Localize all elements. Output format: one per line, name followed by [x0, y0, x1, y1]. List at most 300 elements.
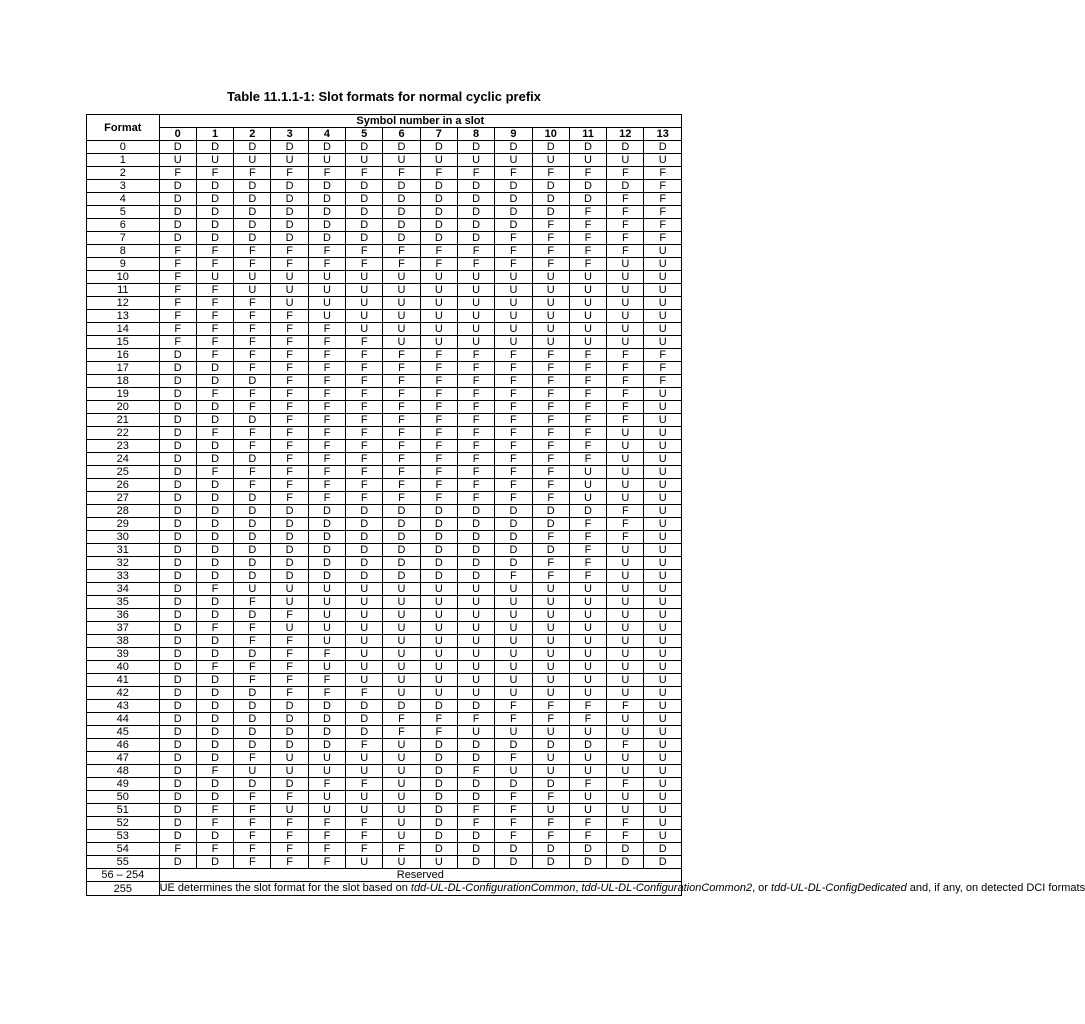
symbol-cell: D: [346, 232, 383, 245]
symbol-cell: D: [495, 531, 532, 544]
symbol-cell: F: [495, 570, 532, 583]
symbol-cell: F: [495, 401, 532, 414]
symbol-cell: D: [420, 739, 457, 752]
symbol-cell: D: [308, 193, 345, 206]
symbol-cell: F: [196, 284, 233, 297]
symbol-cell: F: [308, 453, 345, 466]
symbol-cell: U: [308, 804, 345, 817]
symbol-cell: D: [532, 518, 569, 531]
symbol-cell: U: [383, 284, 420, 297]
symbol-cell: D: [308, 700, 345, 713]
symbol-cell: D: [495, 856, 532, 869]
symbol-cell: U: [383, 635, 420, 648]
symbol-cell: F: [495, 817, 532, 830]
symbol-cell: D: [346, 531, 383, 544]
symbol-cell: D: [234, 687, 271, 700]
symbol-cell: D: [420, 765, 457, 778]
symbol-cell: F: [159, 297, 196, 310]
symbol-cell: U: [308, 310, 345, 323]
symbol-cell: F: [383, 388, 420, 401]
symbol-cell: D: [159, 609, 196, 622]
table-row: [87, 245, 682, 258]
symbol-cell: U: [383, 752, 420, 765]
symbol-cell: D: [234, 739, 271, 752]
symbol-cell: D: [383, 219, 420, 232]
symbol-cell: F: [532, 258, 569, 271]
symbol-cell: U: [607, 336, 644, 349]
symbol-cell: D: [495, 518, 532, 531]
symbol-cell: D: [383, 180, 420, 193]
symbol-cell: F: [271, 674, 308, 687]
symbol-cell: D: [271, 232, 308, 245]
symbol-cell: D: [159, 622, 196, 635]
symbol-cell: F: [308, 843, 345, 856]
table-row: [87, 388, 682, 401]
format-cell: 47: [87, 752, 160, 765]
format-cell: 24: [87, 453, 160, 466]
symbol-cell: F: [420, 492, 457, 505]
format-cell: 9: [87, 258, 160, 271]
symbol-cell: U: [569, 661, 606, 674]
symbol-cell: D: [457, 752, 494, 765]
symbol-cell: F: [495, 700, 532, 713]
symbol-cell: U: [308, 154, 345, 167]
symbol-cell: U: [383, 323, 420, 336]
symbol-cell: U: [569, 609, 606, 622]
symbol-cell: U: [495, 583, 532, 596]
symbol-cell: F: [607, 388, 644, 401]
symbol-cell: U: [532, 323, 569, 336]
symbol-cell: D: [457, 219, 494, 232]
format-cell: 45: [87, 726, 160, 739]
symbol-cell: F: [346, 453, 383, 466]
format-cell: 6: [87, 219, 160, 232]
symbol-cell: F: [271, 414, 308, 427]
symbol-cell: D: [644, 843, 682, 856]
symbol-cell: U: [457, 635, 494, 648]
symbol-cell: D: [644, 856, 682, 869]
symbol-cell: U: [644, 388, 682, 401]
symbol-cell: D: [383, 531, 420, 544]
symbol-cell: U: [346, 752, 383, 765]
format-cell: 34: [87, 583, 160, 596]
symbol-cell: F: [308, 427, 345, 440]
symbol-cell: U: [495, 323, 532, 336]
symbol-cell: D: [457, 193, 494, 206]
symbol-cell: D: [234, 648, 271, 661]
symbol-cell: D: [532, 141, 569, 154]
symbol-cell: D: [159, 505, 196, 518]
symbol-cell: D: [159, 427, 196, 440]
symbol-cell: U: [420, 297, 457, 310]
symbol-cell: F: [457, 401, 494, 414]
symbol-cell: F: [346, 388, 383, 401]
symbol-cell: D: [159, 856, 196, 869]
symbol-cell: D: [569, 739, 606, 752]
symbol-cell: F: [159, 167, 196, 180]
symbol-cell: D: [159, 492, 196, 505]
symbol-cell: F: [532, 713, 569, 726]
symbol-cell: F: [346, 401, 383, 414]
symbol-cell: U: [420, 323, 457, 336]
table-row: [87, 427, 682, 440]
format-cell: 37: [87, 622, 160, 635]
symbol-cell: F: [159, 245, 196, 258]
table-row: [87, 778, 682, 791]
symbol-cell: D: [234, 609, 271, 622]
symbol-cell: U: [346, 323, 383, 336]
symbol-cell: D: [457, 778, 494, 791]
symbol-cell: F: [271, 830, 308, 843]
symbol-cell: F: [271, 466, 308, 479]
symbol-cell: U: [383, 310, 420, 323]
symbol-cell: F: [495, 492, 532, 505]
symbol-cell: D: [383, 206, 420, 219]
symbol-cell: F: [234, 167, 271, 180]
symbol-cell: U: [308, 752, 345, 765]
symbol-cell: D: [196, 440, 233, 453]
symbol-cell: D: [271, 544, 308, 557]
symbol-cell: U: [383, 778, 420, 791]
symbol-cell: U: [532, 765, 569, 778]
symbol-cell: F: [383, 362, 420, 375]
symbol-cell: D: [159, 557, 196, 570]
symbol-cell: D: [495, 180, 532, 193]
symbol-cell: F: [234, 258, 271, 271]
symbol-cell: D: [569, 141, 606, 154]
symbol-cell: U: [420, 856, 457, 869]
symbol-cell: D: [457, 505, 494, 518]
symbol-cell: D: [420, 557, 457, 570]
symbol-cell: F: [569, 453, 606, 466]
symbol-cell: U: [644, 622, 682, 635]
symbol-cell: U: [569, 752, 606, 765]
symbol-cell: U: [308, 765, 345, 778]
symbol-cell: U: [644, 336, 682, 349]
symbol-cell: F: [308, 492, 345, 505]
symbol-cell: U: [346, 635, 383, 648]
symbol-cell: D: [308, 141, 345, 154]
symbol-cell: U: [457, 336, 494, 349]
format-cell: 41: [87, 674, 160, 687]
symbol-cell: F: [234, 635, 271, 648]
symbol-cell: U: [457, 726, 494, 739]
symbol-cell: D: [420, 505, 457, 518]
symbol-number-header: 4: [308, 128, 345, 141]
symbol-cell: U: [532, 284, 569, 297]
symbol-cell: U: [457, 323, 494, 336]
symbol-cell: F: [420, 427, 457, 440]
symbol-cell: F: [271, 245, 308, 258]
table-row: [87, 596, 682, 609]
symbol-cell: F: [196, 804, 233, 817]
symbol-cell: D: [159, 375, 196, 388]
symbol-number-header: 6: [383, 128, 420, 141]
table-row: [87, 401, 682, 414]
symbol-cell: F: [308, 167, 345, 180]
symbol-cell: D: [196, 557, 233, 570]
symbol-cell: D: [532, 193, 569, 206]
reserved-text-cell: Reserved: [159, 869, 681, 882]
symbol-cell: D: [420, 206, 457, 219]
symbol-cell: F: [271, 609, 308, 622]
symbol-cell: F: [495, 245, 532, 258]
symbol-cell: F: [196, 258, 233, 271]
format-cell: 1: [87, 154, 160, 167]
symbol-cell: D: [234, 518, 271, 531]
symbol-cell: F: [234, 323, 271, 336]
table-row: [87, 843, 682, 856]
symbol-cell: D: [457, 180, 494, 193]
symbol-cell: F: [457, 349, 494, 362]
symbol-cell: D: [532, 778, 569, 791]
table-row: [87, 180, 682, 193]
symbol-cell: D: [346, 700, 383, 713]
symbol-cell: U: [346, 297, 383, 310]
symbol-cell: D: [457, 739, 494, 752]
symbol-cell: U: [644, 609, 682, 622]
symbol-cell: U: [346, 856, 383, 869]
table-row: [87, 466, 682, 479]
symbol-cell: D: [495, 193, 532, 206]
symbol-cell: U: [420, 596, 457, 609]
symbol-cell: D: [569, 843, 606, 856]
symbol-cell: F: [383, 843, 420, 856]
symbol-cell: F: [569, 713, 606, 726]
symbol-cell: D: [234, 375, 271, 388]
format-cell: 22: [87, 427, 160, 440]
format-cell: 50: [87, 791, 160, 804]
symbol-cell: D: [271, 726, 308, 739]
symbol-cell: D: [196, 713, 233, 726]
symbol-cell: D: [420, 778, 457, 791]
symbol-cell: D: [271, 518, 308, 531]
symbol-cell: D: [234, 219, 271, 232]
symbol-cell: U: [644, 570, 682, 583]
symbol-cell: D: [196, 401, 233, 414]
symbol-cell: D: [383, 544, 420, 557]
symbol-cell: D: [159, 687, 196, 700]
symbol-cell: D: [271, 557, 308, 570]
symbol-cell: D: [495, 739, 532, 752]
symbol-cell: U: [532, 687, 569, 700]
symbol-cell: F: [495, 388, 532, 401]
symbol-cell: F: [569, 362, 606, 375]
symbol-cell: F: [607, 531, 644, 544]
symbol-cell: F: [569, 518, 606, 531]
symbol-cell: F: [569, 700, 606, 713]
symbol-cell: D: [159, 583, 196, 596]
symbol-cell: U: [383, 817, 420, 830]
table-row: [87, 674, 682, 687]
symbol-number-header: 13: [644, 128, 682, 141]
format-cell: 11: [87, 284, 160, 297]
symbol-cell: D: [196, 193, 233, 206]
symbol-cell: U: [457, 271, 494, 284]
symbol-cell: U: [569, 479, 606, 492]
symbol-cell: D: [196, 791, 233, 804]
symbol-cell: D: [308, 544, 345, 557]
symbol-cell: F: [457, 245, 494, 258]
symbol-cell: U: [607, 752, 644, 765]
symbol-cell: D: [196, 648, 233, 661]
symbol-cell: D: [196, 180, 233, 193]
symbol-cell: D: [532, 739, 569, 752]
table-row: [87, 141, 682, 154]
symbol-cell: F: [159, 271, 196, 284]
symbol-cell: F: [532, 167, 569, 180]
symbol-cell: F: [196, 388, 233, 401]
symbol-cell: D: [234, 492, 271, 505]
symbol-cell: U: [271, 765, 308, 778]
symbol-cell: F: [644, 375, 682, 388]
symbol-cell: D: [159, 596, 196, 609]
symbol-cell: F: [271, 336, 308, 349]
symbol-cell: U: [383, 154, 420, 167]
symbol-cell: D: [234, 141, 271, 154]
table-row: [87, 791, 682, 804]
format-cell: 53: [87, 830, 160, 843]
symbol-cell: F: [569, 427, 606, 440]
format-cell: 29: [87, 518, 160, 531]
symbol-number-header: 0: [159, 128, 196, 141]
symbol-cell: U: [308, 583, 345, 596]
symbol-cell: U: [569, 492, 606, 505]
symbol-cell: F: [308, 388, 345, 401]
symbol-cell: F: [308, 479, 345, 492]
format-cell: 21: [87, 414, 160, 427]
symbol-cell: F: [346, 479, 383, 492]
symbol-cell: F: [457, 414, 494, 427]
symbol-cell: F: [234, 310, 271, 323]
symbol-cell: F: [457, 765, 494, 778]
symbol-cell: F: [271, 791, 308, 804]
symbol-cell: D: [495, 219, 532, 232]
symbol-cell: F: [532, 245, 569, 258]
symbol-cell: U: [644, 752, 682, 765]
symbol-cell: F: [607, 375, 644, 388]
symbol-cell: U: [234, 271, 271, 284]
symbol-cell: U: [532, 297, 569, 310]
symbol-cell: F: [569, 375, 606, 388]
symbol-cell: F: [346, 466, 383, 479]
symbol-cell: D: [159, 739, 196, 752]
symbol-cell: F: [532, 791, 569, 804]
table-row: [87, 375, 682, 388]
symbol-cell: D: [308, 518, 345, 531]
format-cell: 7: [87, 232, 160, 245]
symbol-cell: U: [420, 635, 457, 648]
symbol-cell: D: [159, 531, 196, 544]
symbol-cell: F: [569, 531, 606, 544]
symbol-cell: F: [495, 427, 532, 440]
symbol-cell: F: [234, 674, 271, 687]
format-cell: 28: [87, 505, 160, 518]
symbol-cell: U: [457, 609, 494, 622]
symbol-cell: D: [308, 232, 345, 245]
symbol-cell: D: [196, 505, 233, 518]
symbol-cell: F: [569, 219, 606, 232]
symbol-cell: D: [457, 843, 494, 856]
symbol-cell: U: [383, 648, 420, 661]
symbol-cell: F: [607, 830, 644, 843]
symbol-cell: D: [271, 193, 308, 206]
symbol-cell: U: [383, 687, 420, 700]
symbol-cell: U: [495, 154, 532, 167]
symbol-cell: D: [159, 778, 196, 791]
symbol-cell: F: [420, 401, 457, 414]
format-cell: 42: [87, 687, 160, 700]
format-cell: 13: [87, 310, 160, 323]
symbol-cell: U: [644, 440, 682, 453]
symbol-cell: U: [607, 583, 644, 596]
symbol-cell: D: [420, 830, 457, 843]
symbol-cell: D: [159, 713, 196, 726]
symbol-cell: U: [644, 674, 682, 687]
symbol-cell: D: [159, 804, 196, 817]
symbol-cell: F: [383, 167, 420, 180]
symbol-cell: F: [271, 492, 308, 505]
symbol-cell: F: [196, 245, 233, 258]
symbol-cell: F: [495, 466, 532, 479]
table-title: Table 11.1.1-1: Slot formats for normal cyclic prefix: [226, 89, 542, 104]
symbol-cell: F: [271, 440, 308, 453]
symbol-cell: F: [607, 414, 644, 427]
symbol-cell: F: [346, 817, 383, 830]
symbol-cell: U: [644, 414, 682, 427]
symbol-cell: U: [644, 258, 682, 271]
symbol-cell: F: [271, 258, 308, 271]
symbol-cell: D: [495, 843, 532, 856]
symbol-cell: F: [346, 687, 383, 700]
symbol-cell: U: [532, 310, 569, 323]
symbol-cell: F: [532, 219, 569, 232]
table-row: [87, 206, 682, 219]
symbol-cell: D: [346, 544, 383, 557]
symbol-cell: U: [420, 583, 457, 596]
symbol-cell: F: [271, 453, 308, 466]
table-row: [87, 518, 682, 531]
symbol-cell: U: [644, 453, 682, 466]
symbol-cell: U: [607, 804, 644, 817]
symbol-cell: U: [644, 492, 682, 505]
symbol-cell: D: [159, 414, 196, 427]
table-row: [87, 193, 682, 206]
table-row: [87, 817, 682, 830]
table-row: [87, 856, 682, 869]
symbol-cell: U: [346, 596, 383, 609]
symbol-cell: U: [420, 687, 457, 700]
symbol-cell: D: [196, 596, 233, 609]
symbol-cell: D: [532, 843, 569, 856]
symbol-cell: F: [532, 388, 569, 401]
symbol-cell: D: [420, 817, 457, 830]
symbol-cell: U: [569, 284, 606, 297]
symbol-cell: D: [308, 726, 345, 739]
symbol-cell: D: [420, 570, 457, 583]
symbol-cell: U: [420, 336, 457, 349]
symbol-cell: D: [383, 570, 420, 583]
symbol-cell: F: [644, 167, 682, 180]
symbol-cell: U: [644, 765, 682, 778]
symbol-cell: U: [457, 154, 494, 167]
symbol-cell: D: [196, 856, 233, 869]
symbol-cell: F: [569, 349, 606, 362]
symbol-cell: F: [383, 427, 420, 440]
symbol-cell: D: [346, 219, 383, 232]
symbol-cell: U: [607, 557, 644, 570]
symbol-cell: F: [346, 440, 383, 453]
